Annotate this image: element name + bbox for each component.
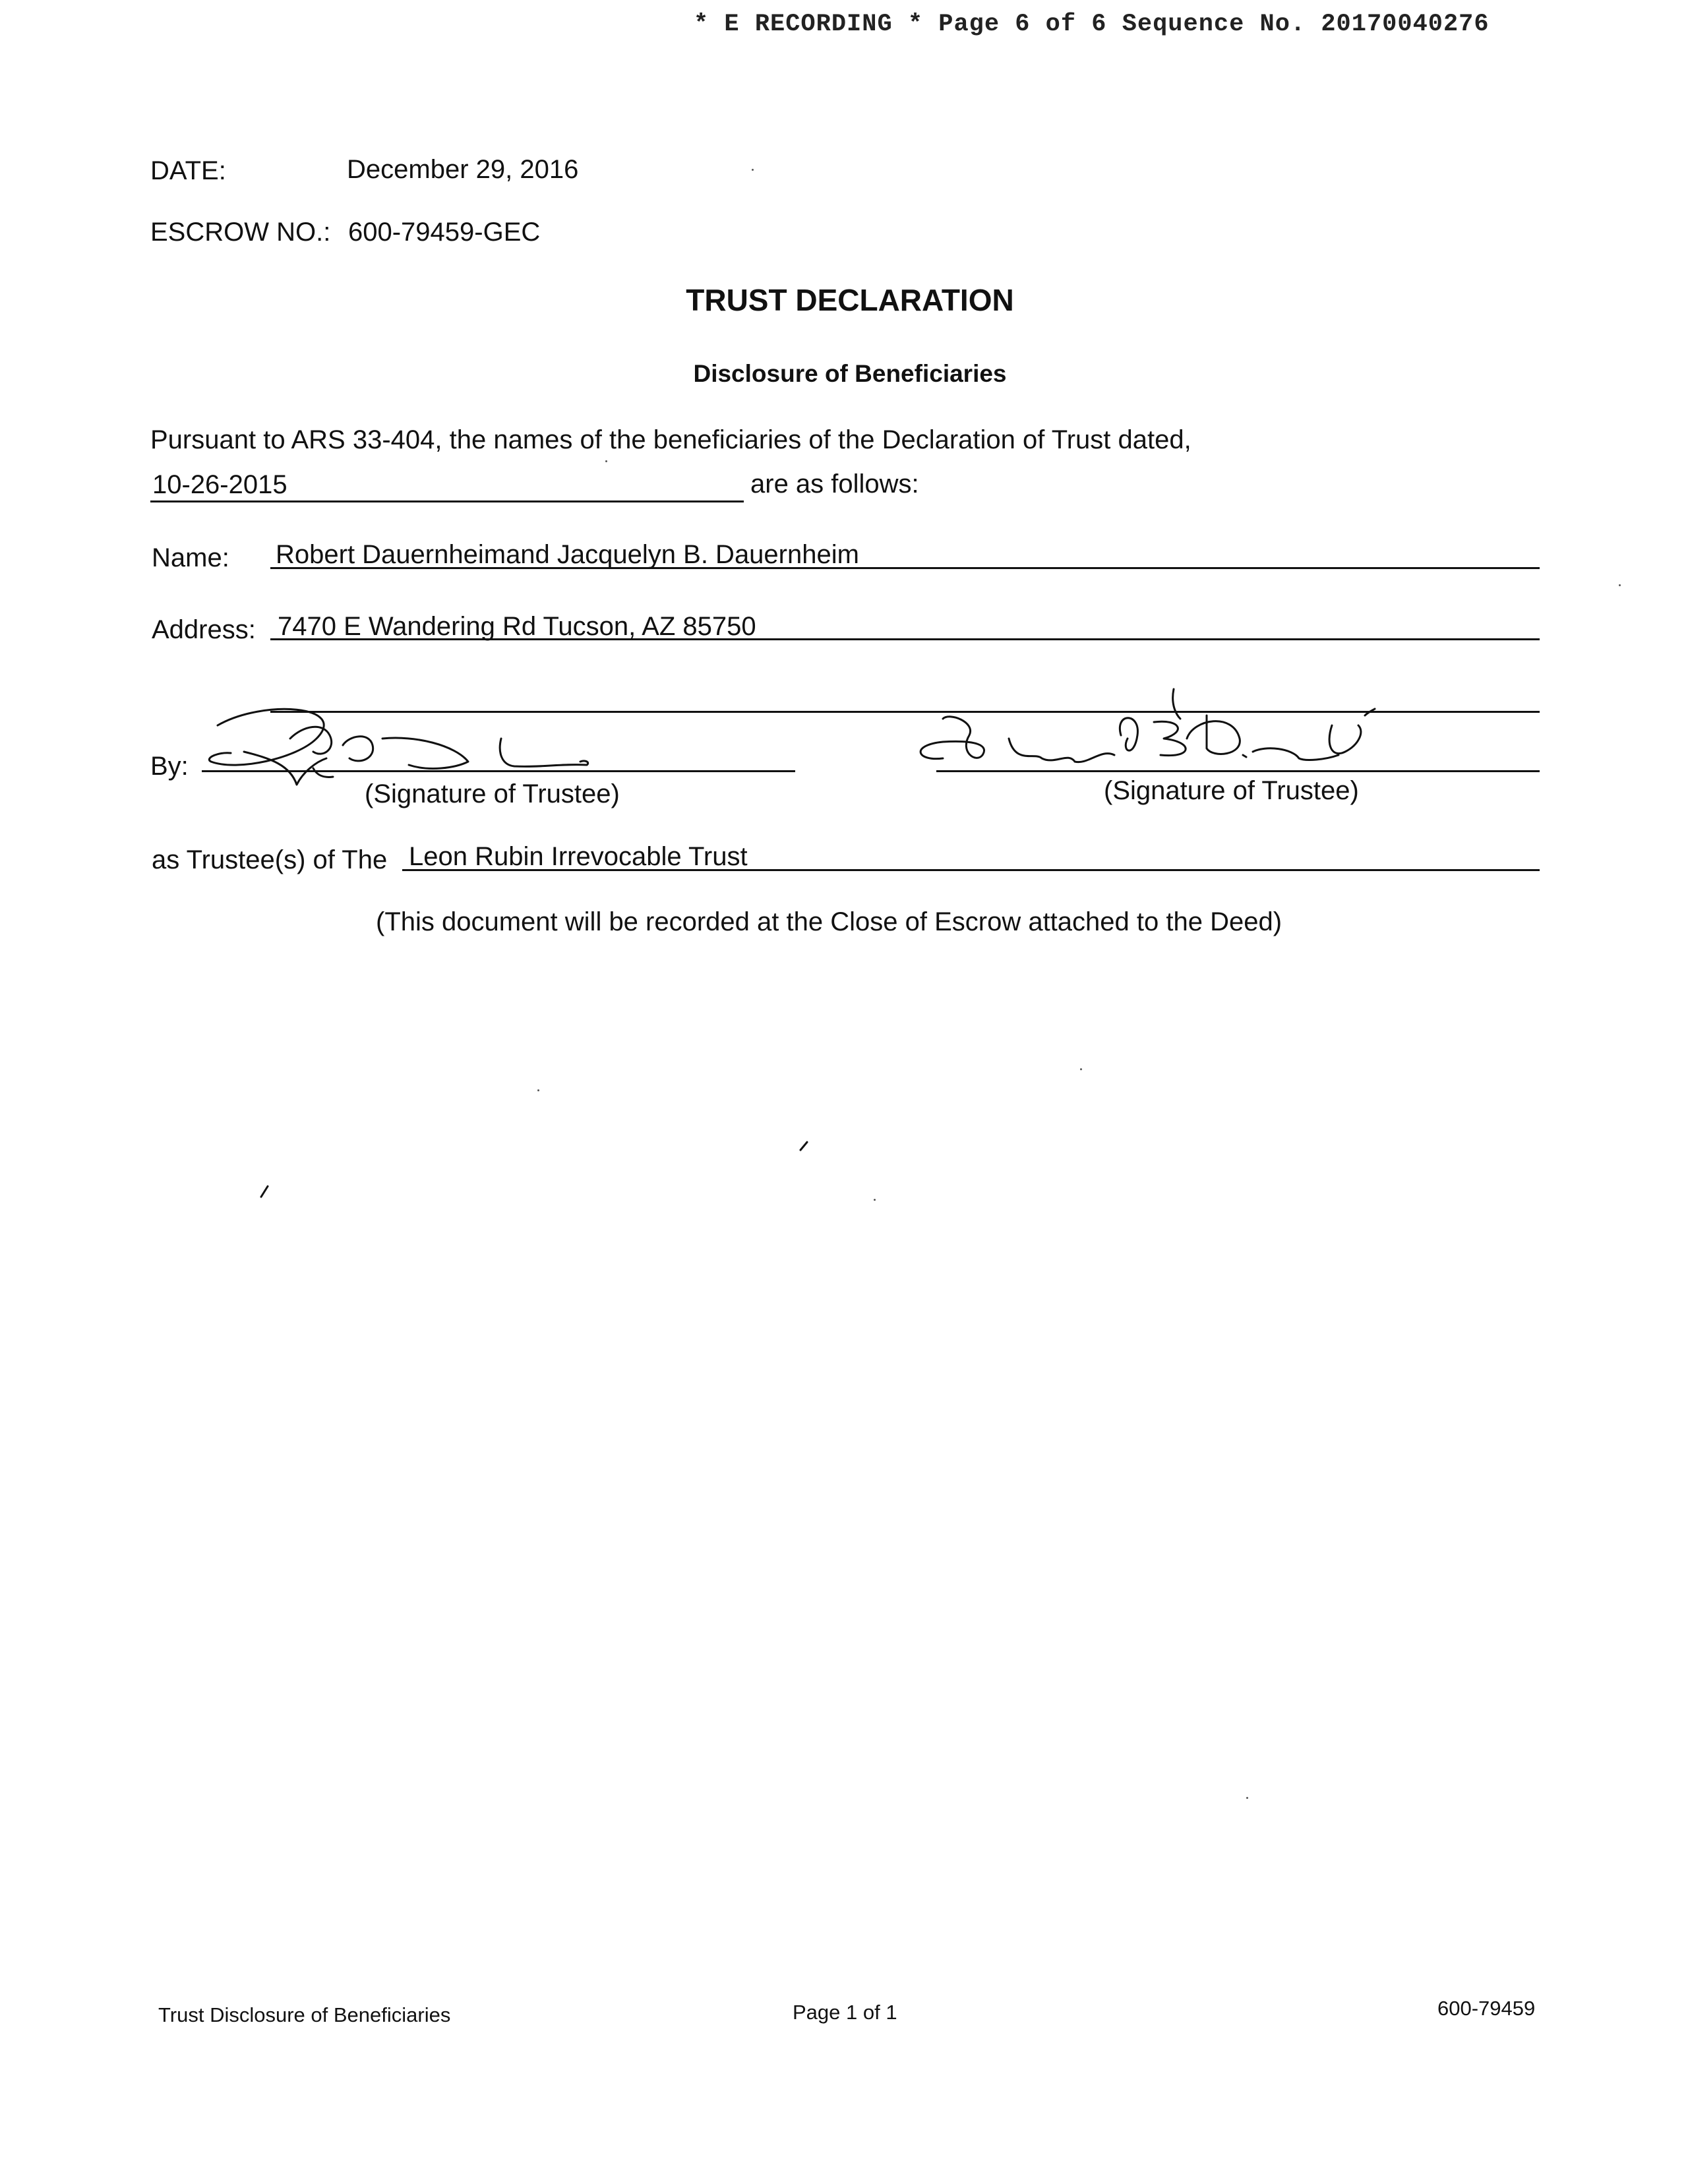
scan-speck [752, 169, 754, 171]
footer-left: Trust Disclosure of Beneficiaries [158, 2003, 451, 2026]
as-follows-text: are as follows: [750, 470, 919, 499]
name-value: Robert Dauernheimand Jacquelyn B. Dauernheim [276, 540, 859, 569]
trust-name-line [402, 869, 1540, 871]
name-line [270, 567, 1540, 569]
escrow-label: ESCROW NO.: [150, 218, 331, 247]
scan-speck [537, 1089, 539, 1091]
signature-caption-2: (Signature of Trustee) [1104, 776, 1359, 805]
scan-speck [605, 460, 607, 462]
scan-speck [1246, 1797, 1248, 1799]
document-subtitle: Disclosure of Beneficiaries [693, 360, 1007, 387]
trust-date-line [150, 501, 744, 502]
recording-note: (This document will be recorded at the Close of Escrow attached to the Deed) [376, 907, 1282, 936]
escrow-value: 600-79459-GEC [348, 218, 541, 247]
scan-speck [874, 1199, 876, 1201]
name-label: Name: [152, 543, 229, 572]
footer-right: 600-79459 [1437, 1997, 1536, 2020]
document-title: TRUST DECLARATION [686, 283, 1014, 317]
address-line [270, 638, 1540, 640]
scan-speck [1619, 584, 1621, 586]
date-value: December 29, 2016 [347, 155, 579, 184]
address-label: Address: [152, 615, 256, 644]
recording-stamp: * E RECORDING * Page 6 of 6 Sequence No. 20170040276 [694, 11, 1490, 38]
scan-mark [258, 1184, 272, 1199]
signature-caption-1: (Signature of Trustee) [365, 779, 620, 808]
scan-speck [1080, 1068, 1082, 1070]
date-label: DATE: [150, 156, 226, 185]
trustee-signature-2 [903, 686, 1404, 785]
by-label: By: [150, 752, 189, 781]
scan-mark [798, 1139, 811, 1153]
address-value: 7470 E Wandering Rd Tucson, AZ 85750 [278, 612, 756, 641]
trust-name-value: Leon Rubin Irrevocable Trust [409, 842, 748, 871]
footer-page-number: Page 1 of 1 [793, 2001, 897, 2024]
intro-text: Pursuant to ARS 33-404, the names of the beneficiaries of the Declaration of Trust dated, [150, 425, 1191, 454]
trust-date-value: 10-26-2015 [152, 470, 287, 499]
trustee-label: as Trustee(s) of The [152, 845, 388, 874]
